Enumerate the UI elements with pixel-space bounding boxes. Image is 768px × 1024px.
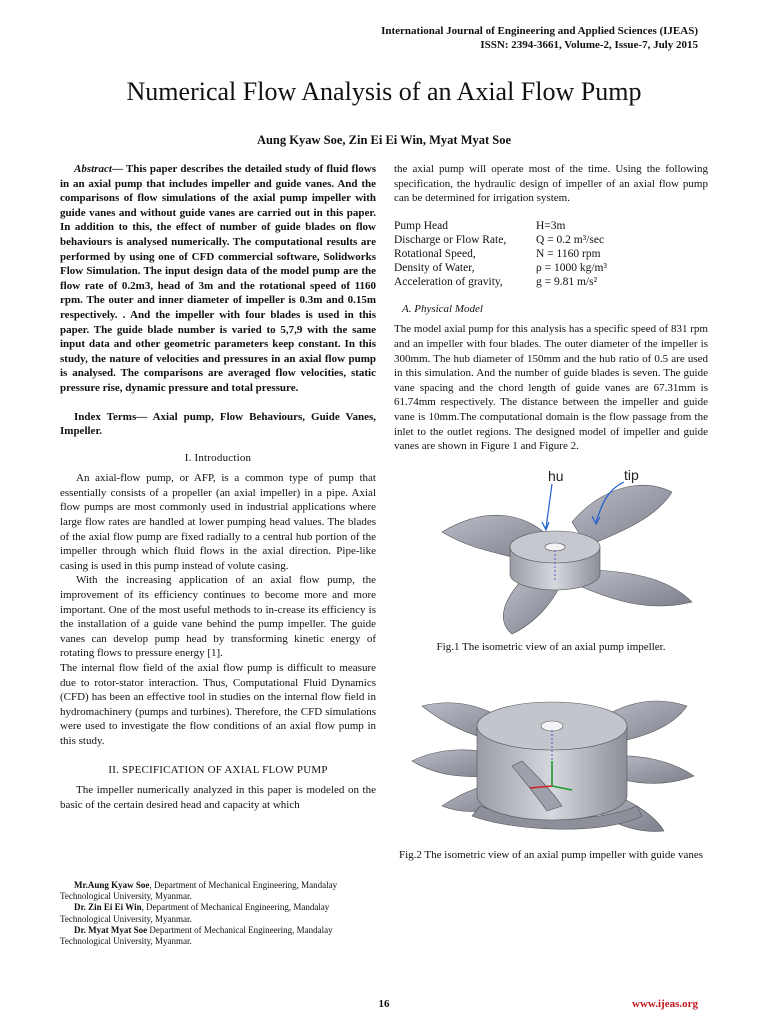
author-footnotes — [60, 880, 376, 947]
section-heading-specification: II. SPECIFICATION OF AXIAL FLOW PUMP — [108, 763, 328, 776]
spec-row — [394, 275, 708, 289]
index-terms: Index Terms— Axial pump, Flow Behaviours, Guide Vanes, Impeller. — [60, 410, 376, 438]
footnote-2 — [60, 902, 376, 924]
journal-name: International Journal of Engineering and Applied Sciences (IJEAS) — [381, 25, 698, 37]
spec-value: Q = 0.2 m³/sec — [536, 233, 605, 246]
footnote-2-name: Dr. Zin Ei Ei Win — [74, 902, 142, 913]
figure-1-caption: Fig.1 The isometric view of an axial pump impeller. — [436, 640, 666, 653]
spec-key: Acceleration of gravity, — [394, 275, 503, 288]
right-column — [394, 162, 708, 862]
figure-1 — [402, 462, 704, 640]
spec-value: H=3m — [536, 219, 566, 232]
footnote-1 — [60, 880, 376, 902]
spec-value: N = 1160 rpm — [536, 247, 601, 260]
journal-header — [381, 24, 698, 52]
spec-key: Rotational Speed, — [394, 247, 476, 260]
spec-list — [394, 219, 708, 289]
page-number: 16 — [378, 998, 390, 1010]
physical-model-text: The model axial pump for this analysis has a specific speed of 831 rpm and an impeller with four blades. The outer diameter of the impeller is 300mm. The hub diameter of 150mm and the hub ratio of 0.5 are used in this simulation. And the number of guide blades is seven. The guide vane spacing and the chord length of guide vanes are 67.31mm is 61.74mm respectively. The distance between the impeller and guide vane is 10mm.The computational domain is the flow passage from the inlet to the outlet regions. The designed model of impeller and guide vanes are shown in Figure 1 and Figure 2. — [394, 323, 708, 453]
spec-value: g = 9.81 m/s² — [536, 275, 598, 288]
impeller-image — [402, 462, 704, 640]
section-heading-introduction: I. Introduction — [184, 451, 252, 464]
journal-issn: ISSN: 2394-3661, Volume-2, Issue-7, July 2015 — [480, 39, 698, 51]
spec-paragraph-start: The impeller numerically analyzed in this paper is modeled on the basic of the certain desired head and capacity at which — [60, 784, 376, 811]
paper-title: Numerical Flow Analysis of an Axial Flow Pump — [126, 77, 642, 106]
footnote-3-affil: Department of Mechanical Engineering, Mandalay Technological University, Myanmar. — [60, 924, 333, 947]
footnote-2-affil: , Department of Mechanical Engineering, Mandalay Technological University, Myanmar. — [60, 902, 330, 924]
left-column — [60, 162, 376, 812]
footnote-1-name: Mr.Aung Kyaw Soe — [74, 880, 150, 890]
spec-row — [394, 219, 708, 233]
spec-paragraph-cont: the axial pump will operate most of the time. Using the following specification, the hydraulic design of impeller of an axial flow pump can be determined for irrigation system. — [394, 163, 708, 205]
label-tip: tip — [624, 466, 639, 483]
footnote-3 — [60, 925, 376, 947]
impeller-guide-vanes-image — [402, 666, 704, 846]
subsection-heading-physical-model: A. Physical Model — [402, 302, 483, 315]
abstract — [60, 162, 376, 396]
figure-2-caption: Fig.2 The isometric view of an axial pump impeller with guide vanes — [398, 848, 704, 861]
footnote-3-name: Dr. Myat Myat Soe — [74, 924, 148, 935]
spec-key: Density of Water, — [394, 261, 475, 274]
label-hu: hu — [548, 467, 564, 484]
spec-row — [394, 233, 708, 247]
intro-paragraph-3: The internal flow field of the axial flow pump is difficult to measure due to rotor-stator interaction. Thus, Computational Fluid Dynamics (CFD) has been an effective tool in studies on the internal flow field in hydromachinery (pumps and turbines). Therefore, the CFD simulations were used to investigate the flow conditions of an axial flow pump in this study. — [60, 662, 376, 747]
spec-row — [394, 261, 708, 275]
abstract-dash: — — [111, 163, 126, 175]
spec-row — [394, 247, 708, 261]
figure-2 — [402, 666, 704, 846]
intro-paragraph-1: An axial-flow pump, or AFP, is a common type of pump that essentially consists of a propeller (an axial impeller) in a pipe. Axial flow pumps are most commonly used in industrial applications where large flow rates are handled at lower pumping head values. The blades of the axial flow pump are fixed radially to a central hub portion of the impeller through which fluid flows in the axial direction. Pipe-like casing is used in this pump instead of volute casing. — [60, 472, 376, 572]
abstract-text: This paper describes the detailed study of fluid flows in an axial pump that includes impeller and guide vanes. And the comparisons of flow simulations of the axial pump impeller with guide vanes and without guide vanes are carried out in this paper. In addition to this, the effect of number of guide blades on flow behaviours is analysed numerically. The computational results are performed by using one of CFD commercial software, Solidworks Flow Simulation. The input design data of the model pump are the flow rate of 0.2m3, head of 3m and the rotational speed of 1160 rpm. The outer and inner diameter of impeller is 0.3m and 0.15m respectively. . And the impeller with four blades is used in this paper. The guide blade number is varied to 5,7,9 with the same input data and other geometric parameters keep constant. In this study, the nature of velocities and pressures in an axial flow pump is analysed. The comparisons are averaged flow velocities, static pressure rise, dynamic pressure and total pressure. — [60, 163, 376, 394]
abstract-lead: Abstract — [74, 163, 112, 175]
spec-value: ρ = 1000 kg/m³ — [536, 261, 607, 274]
spec-key: Discharge or Flow Rate, — [394, 233, 507, 246]
footnote-1-affil: , Department of Mechanical Engineering, Mandalay Technological University, Myanmar. — [60, 880, 338, 902]
spec-key: Pump Head — [394, 219, 448, 232]
intro-paragraph-2: With the increasing application of an axial flow pump, the improvement of its efficiency continues to become more and more important. One of the most useful methods to in-crease its efficiency is the installation of a guide vane behind the pump impeller. The guide vanes can develop pump head by transforming kinetic energy of rotating flows to pressure energy [1]. — [60, 574, 376, 660]
paper-authors: Aung Kyaw Soe, Zin Ei Ei Win, Myat Myat Soe — [256, 133, 512, 147]
journal-website: www.ijeas.org — [632, 998, 698, 1010]
